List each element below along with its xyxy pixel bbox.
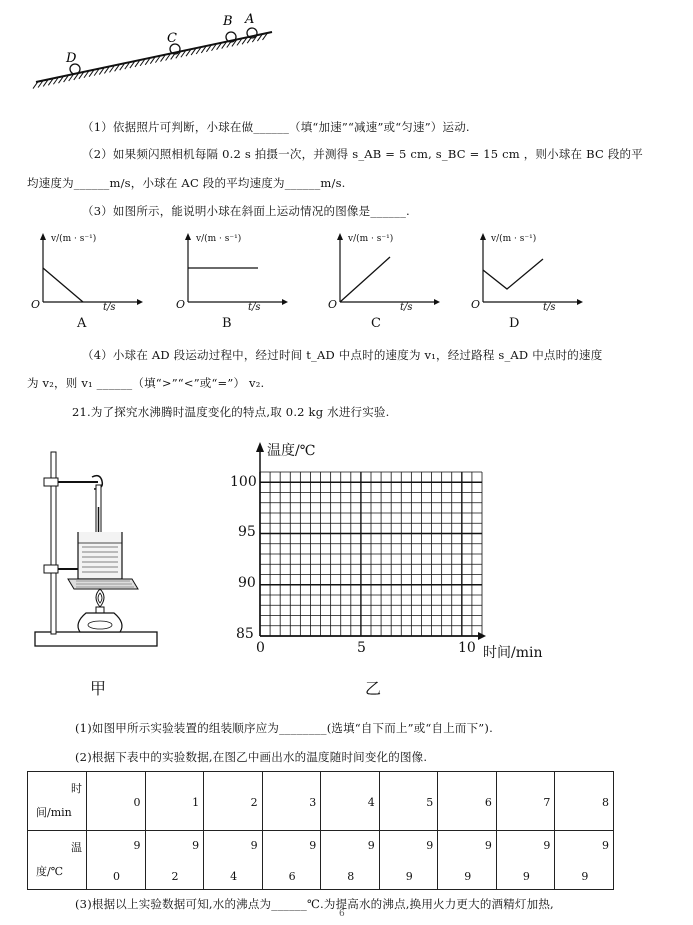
- grid-ytick-90: 90: [238, 575, 256, 591]
- grid-x-title: 时间/min: [483, 645, 543, 661]
- question-1: （1）依据照片可判断，小球在做______（填“加速”“减速”或“匀速”）运动.: [82, 120, 470, 134]
- table-head-temp: 温 度/℃: [28, 831, 87, 890]
- grid-ytick-85: 85: [236, 626, 254, 642]
- grid-ytick-95: 95: [238, 524, 256, 540]
- question-4-line1: （4）小球在 AD 段运动过程中，经过时间 t_AD 中点时的速度为 v₁，经过路程 s_AD 中点时的速度: [82, 348, 603, 362]
- question-21-3: (3)根据以上实验数据可知,水的沸点为______℃.为提高水的沸点,换用火力更大的酒精灯加热,: [75, 897, 554, 911]
- question-21: 21.为了探究水沸腾时温度变化的特点,取 0.2 kg 水进行实验.: [72, 405, 390, 419]
- vt-graph-b-ylabel: v/(m · s⁻¹): [196, 234, 242, 244]
- grid-ytick-100: 100: [230, 474, 257, 490]
- vt-graph-b-letter: B: [222, 316, 232, 331]
- table-cell: 2: [204, 772, 263, 831]
- table-cell: 9 0: [87, 831, 146, 890]
- table-cell: 9 2: [145, 831, 204, 890]
- vt-graph-b-xlabel: t/s: [248, 302, 261, 313]
- vt-graph-c-origin: O: [328, 298, 338, 311]
- question-4-line2: 为 v₂，则 v₁ ______（填“>”“<”或“=”） v₂.: [27, 376, 265, 390]
- vt-graph-a-ylabel: v/(m · s⁻¹): [51, 234, 97, 244]
- vt-graph-c: [322, 232, 442, 332]
- incline-label-a: A: [245, 12, 255, 27]
- vt-graph-d-letter: D: [509, 316, 520, 331]
- vt-graph-b: [170, 232, 290, 332]
- table-row-time: [28, 772, 614, 831]
- incline-figure: [30, 5, 280, 95]
- incline-label-b: B: [223, 14, 233, 29]
- table-cell: 5: [379, 772, 438, 831]
- vt-graph-c-xlabel: t/s: [400, 302, 413, 313]
- question-21-2: (2)根据下表中的实验数据,在图乙中画出水的温度随时间变化的图像.: [75, 750, 428, 764]
- vt-graph-a-xlabel: t/s: [103, 302, 116, 313]
- table-cell: 0: [87, 772, 146, 831]
- table-head-time: 时 间/min: [28, 772, 87, 831]
- temperature-grid: [220, 440, 560, 670]
- table-cell: 1: [145, 772, 204, 831]
- question-2-line1: （2）如果频闪照相机每隔 0.2 s 拍摄一次，并测得 s_AB = 5 cm, s_BC = 15 cm ，则小球在 BC 段的平: [82, 147, 643, 161]
- table-cell: 7: [496, 772, 555, 831]
- page-number: 6: [339, 909, 345, 919]
- question-2-line2: 均速度为______m/s，小球在 AC 段的平均速度为______m/s.: [27, 176, 346, 190]
- incline-label-c: C: [167, 31, 177, 46]
- vt-graph-c-letter: C: [371, 316, 381, 331]
- vt-graph-b-origin: O: [176, 298, 186, 311]
- figure-label-yi: 乙: [365, 679, 382, 698]
- data-table: [27, 771, 614, 890]
- question-3: （3）如图所示，能说明小球在斜面上运动情况的图像是______.: [82, 204, 410, 218]
- vt-graph-d-origin: O: [471, 298, 481, 311]
- table-cell: 9 8: [321, 831, 380, 890]
- vt-graph-d-ylabel: v/(m · s⁻¹): [491, 234, 537, 244]
- vt-graph-c-ylabel: v/(m · s⁻¹): [348, 234, 394, 244]
- vt-graph-a-origin: O: [31, 298, 41, 311]
- vt-graph-d-xlabel: t/s: [543, 302, 556, 313]
- table-cell: 3: [262, 772, 321, 831]
- table-cell: 8: [555, 772, 614, 831]
- vt-graph-a: [25, 232, 145, 332]
- figure-label-jia: 甲: [90, 679, 107, 698]
- table-cell: 9 9: [496, 831, 555, 890]
- grid-y-title: 温度/℃: [267, 443, 316, 459]
- vt-graph-a-letter: A: [77, 316, 87, 331]
- apparatus-figure: [30, 447, 165, 662]
- table-row-temp: [28, 831, 614, 890]
- table-cell: 6: [438, 772, 497, 831]
- table-cell: 9 6: [262, 831, 321, 890]
- grid-xtick-10: 10: [458, 640, 476, 656]
- grid-xtick-5: 5: [357, 640, 366, 656]
- question-21-1: (1)如图甲所示实验装置的组装顺序应为________(选填“自下而上”或“自上而下”).: [75, 721, 493, 735]
- grid-xtick-0: 0: [256, 640, 265, 656]
- table-cell: 9 9: [555, 831, 614, 890]
- table-cell: 9 9: [438, 831, 497, 890]
- table-cell: 9 4: [204, 831, 263, 890]
- table-cell: 9 9: [379, 831, 438, 890]
- vt-graph-d: [465, 232, 585, 332]
- table-cell: 4: [321, 772, 380, 831]
- incline-label-d: D: [66, 51, 77, 66]
